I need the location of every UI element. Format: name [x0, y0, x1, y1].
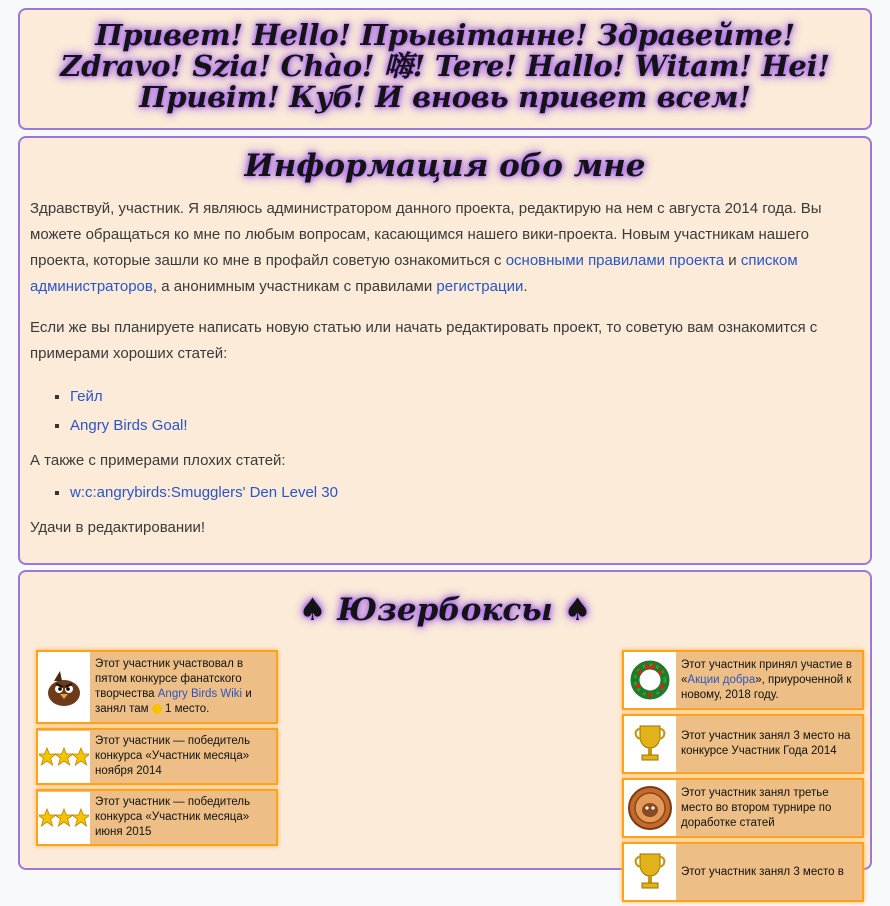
- list-item: [70, 382, 860, 411]
- intro-text: Здравствуй, участник. Я являюсь администратором данного проекта, редактирую на нем с августа 2014 года. Вы можете обращаться ко мне по любым вопросам, касающимся нашего вики-проекта. Новым участникам нашего проекта, которые зашли ко мне в профайл советую ознакомиться с: [30, 200, 822, 269]
- bronze-medal-icon: [624, 780, 676, 836]
- userbox-text: Этот участник занял 3 место в: [681, 865, 844, 878]
- rules-link[interactable]: основными правилами проекта: [505, 252, 725, 269]
- good-luck-text: Удачи в редактировании!: [30, 519, 206, 536]
- trophy-icon: [624, 716, 676, 772]
- christmas-wreath-icon: [624, 652, 676, 708]
- userbox-article-tournament: [622, 778, 864, 838]
- userbox-member-of-year-2014: [622, 714, 864, 774]
- intro-and: и: [724, 252, 741, 269]
- article-link-gale[interactable]: Гейл: [70, 388, 103, 405]
- userbox-text: Этот участник занял 3 место на конкурсе Участник Года 2014: [681, 730, 851, 757]
- good-articles-list: [30, 382, 860, 440]
- userbox-member-of-month-jun-2015: [36, 789, 278, 846]
- userbox-fan-contest: [36, 650, 278, 724]
- gold-coin-icon: [152, 704, 162, 714]
- about-title: Информация обо мне: [244, 148, 646, 184]
- userboxes-left-column: [36, 650, 278, 850]
- userbox-text: Этот участник занял третье место во втором турнире по доработке статей: [681, 786, 832, 829]
- article-link-smugglers-den[interactable]: w:c:angrybirds:Smugglers' Den Level 30: [70, 484, 338, 501]
- about-body: [20, 196, 870, 541]
- userbox-member-of-month-nov-2014: [36, 728, 278, 785]
- good-deeds-link[interactable]: Акции добра: [687, 673, 756, 686]
- userbox-third-place: [622, 842, 864, 902]
- userboxes-title: ♠ Юзербоксы ♠: [298, 592, 592, 628]
- angry-birds-wiki-link[interactable]: Angry Birds Wiki: [157, 688, 243, 700]
- trophy-icon: [624, 844, 676, 900]
- good-articles-intro: Если же вы планируете написать новую статью или начать редактировать проект, то советую вам ознакомится с примерами хороших статей:: [30, 319, 818, 362]
- bad-articles-list: [30, 478, 860, 507]
- userbox-text: Этот участник — победитель конкурса «Участник месяца» июня 2015: [95, 796, 251, 838]
- userboxes-panel: [18, 570, 872, 878]
- list-item: [70, 478, 860, 507]
- intro-mid: , а анонимным участникам с правилами: [152, 278, 437, 295]
- intro-end: .: [523, 278, 528, 295]
- userboxes-right-column: [622, 650, 864, 906]
- about-panel: [18, 136, 872, 565]
- userbox-good-deeds: [622, 650, 864, 710]
- userbox-text: Этот участник — победитель конкурса «Участник месяца» ноября 2014: [95, 735, 251, 777]
- registration-link[interactable]: регистрации: [436, 278, 524, 295]
- article-link-angry-birds-goal[interactable]: Angry Birds Goal!: [70, 417, 188, 434]
- list-item: [70, 411, 860, 440]
- userbox-text: Этот участник участвовал в пятом конкурсе фанатского творчества Angry Birds Wiki и занял там 1 место.: [95, 658, 252, 715]
- greeting-panel: [18, 8, 872, 130]
- bad-articles-intro: А также с примерами плохих статей:: [30, 452, 286, 469]
- userbox-text: Этот участник принял участие в «Акции добра», приуроченной к новому, 2018 году.: [681, 658, 852, 701]
- about-intro-paragraph: [30, 196, 860, 300]
- three-stars-icon: [38, 731, 90, 783]
- three-stars-icon: [38, 792, 90, 844]
- brown-bird-icon: [38, 652, 90, 722]
- greeting-text: Привет! Hello! Прывітанне! Здравейте! Zdravo! Szia! Chào! 嗨! Tere! Hallo! Witam! Hei! Привіт! Куб! И вновь привет всем!: [60, 18, 830, 114]
- admins-list-link[interactable]: списком администраторов: [30, 252, 798, 295]
